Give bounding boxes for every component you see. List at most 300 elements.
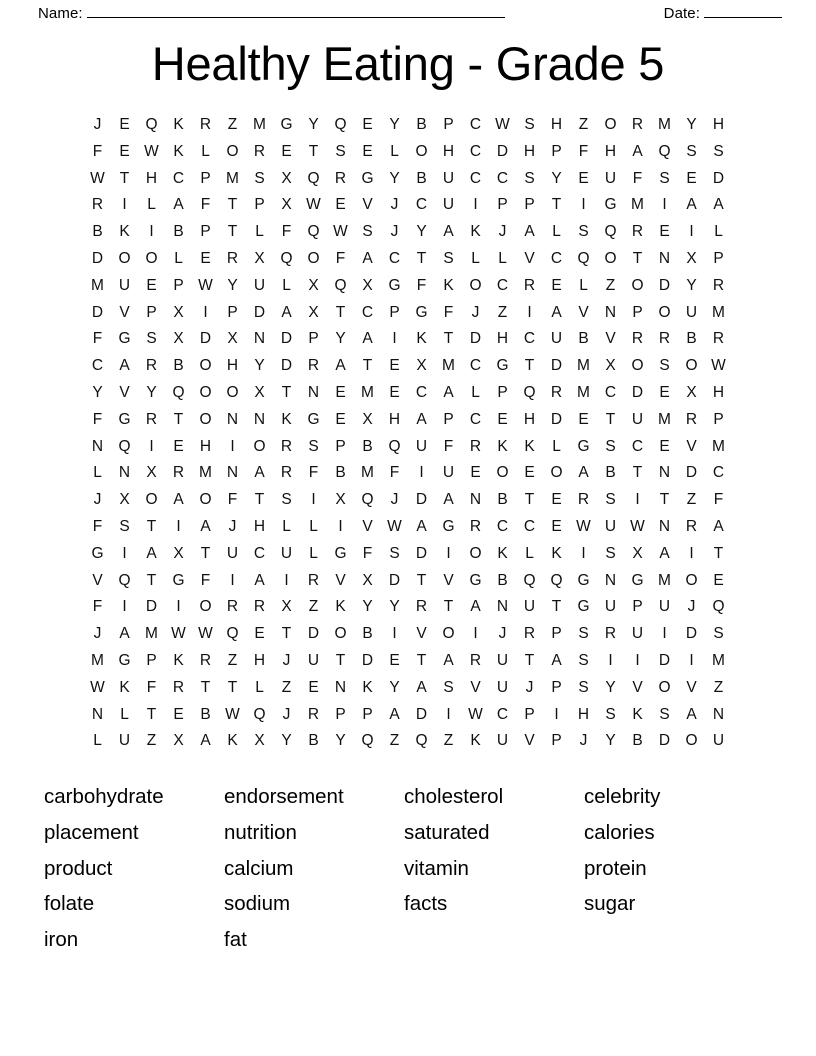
grid-letter[interactable]: I bbox=[176, 598, 181, 616]
grid-letter[interactable]: L bbox=[93, 464, 102, 482]
grid-letter[interactable]: W bbox=[468, 705, 483, 723]
grid-letter[interactable]: B bbox=[605, 464, 616, 482]
grid-letter[interactable]: Z bbox=[605, 276, 616, 294]
grid-letter[interactable]: H bbox=[496, 330, 509, 348]
grid-letter[interactable]: F bbox=[443, 437, 454, 455]
grid-letter[interactable]: E bbox=[335, 196, 346, 214]
grid-letter[interactable]: U bbox=[280, 544, 293, 562]
grid-letter[interactable]: A bbox=[443, 223, 454, 241]
grid-letter[interactable]: E bbox=[497, 410, 508, 428]
grid-letter[interactable]: U bbox=[226, 544, 239, 562]
grid-letter[interactable]: R bbox=[685, 410, 698, 428]
grid-letter[interactable]: Y bbox=[227, 276, 238, 294]
grid-letter[interactable]: Q bbox=[253, 705, 266, 723]
grid-letter[interactable]: P bbox=[632, 598, 643, 616]
grid-letter[interactable]: I bbox=[581, 196, 586, 214]
grid-letter[interactable]: S bbox=[605, 544, 616, 562]
grid-letter[interactable]: Y bbox=[362, 598, 373, 616]
grid-letter[interactable]: Z bbox=[308, 598, 319, 616]
grid-letter[interactable]: T bbox=[254, 491, 265, 509]
grid-letter[interactable]: K bbox=[281, 410, 292, 428]
grid-letter[interactable]: T bbox=[524, 651, 535, 669]
grid-letter[interactable]: O bbox=[199, 598, 212, 616]
grid-letter[interactable]: Q bbox=[712, 598, 725, 616]
grid-letter[interactable]: K bbox=[173, 116, 184, 133]
word-list-item[interactable]: protein bbox=[584, 856, 647, 880]
grid-letter[interactable]: T bbox=[227, 196, 238, 214]
grid-letter[interactable]: C bbox=[523, 330, 536, 348]
grid-letter[interactable]: I bbox=[689, 544, 694, 562]
grid-letter[interactable]: P bbox=[713, 410, 724, 428]
grid-letter[interactable]: I bbox=[608, 651, 613, 669]
grid-letter[interactable]: G bbox=[577, 437, 590, 455]
grid-letter[interactable]: O bbox=[658, 678, 671, 696]
grid-letter[interactable]: R bbox=[307, 705, 320, 723]
grid-letter[interactable]: A bbox=[119, 357, 130, 375]
grid-letter[interactable]: Z bbox=[443, 732, 454, 750]
grid-letter[interactable]: I bbox=[419, 464, 424, 482]
grid-letter[interactable]: M bbox=[253, 116, 266, 133]
grid-letter[interactable]: F bbox=[362, 544, 373, 562]
grid-letter[interactable]: M bbox=[658, 116, 671, 133]
grid-letter[interactable]: Q bbox=[523, 383, 536, 401]
grid-letter[interactable]: R bbox=[145, 410, 158, 428]
grid-letter[interactable]: I bbox=[122, 196, 127, 214]
grid-letter[interactable]: W bbox=[198, 625, 213, 643]
grid-letter[interactable]: L bbox=[255, 678, 264, 696]
grid-letter[interactable]: A bbox=[713, 196, 724, 214]
grid-letter[interactable]: X bbox=[281, 598, 292, 616]
grid-letter[interactable]: H bbox=[442, 142, 455, 160]
grid-letter[interactable]: O bbox=[442, 625, 455, 643]
grid-letter[interactable]: U bbox=[307, 651, 320, 669]
grid-letter[interactable]: O bbox=[226, 383, 239, 401]
grid-letter[interactable]: J bbox=[93, 625, 102, 643]
grid-letter[interactable]: A bbox=[146, 544, 157, 562]
grid-letter[interactable]: I bbox=[689, 651, 694, 669]
grid-letter[interactable]: C bbox=[496, 169, 509, 187]
grid-letter[interactable]: U bbox=[442, 169, 455, 187]
grid-letter[interactable]: G bbox=[469, 571, 482, 589]
grid-letter[interactable]: D bbox=[550, 357, 563, 375]
grid-letter[interactable]: S bbox=[605, 705, 616, 723]
grid-letter[interactable]: A bbox=[659, 544, 670, 562]
grid-letter[interactable]: V bbox=[686, 437, 697, 455]
grid-letter[interactable]: X bbox=[173, 544, 184, 562]
grid-letter[interactable]: C bbox=[415, 196, 428, 214]
grid-letter[interactable]: B bbox=[200, 705, 211, 723]
grid-letter[interactable]: S bbox=[146, 330, 157, 348]
word-list-item[interactable]: vitamin bbox=[404, 856, 469, 880]
grid-letter[interactable]: C bbox=[361, 303, 374, 321]
grid-letter[interactable]: S bbox=[254, 169, 265, 187]
grid-letter[interactable]: W bbox=[630, 517, 645, 535]
grid-letter[interactable]: A bbox=[443, 491, 454, 509]
grid-letter[interactable]: E bbox=[146, 276, 157, 294]
grid-letter[interactable]: S bbox=[605, 491, 616, 509]
grid-letter[interactable]: L bbox=[147, 196, 156, 214]
grid-letter[interactable]: W bbox=[306, 196, 321, 214]
grid-letter[interactable]: E bbox=[578, 169, 589, 187]
grid-letter[interactable]: O bbox=[226, 142, 239, 160]
grid-letter[interactable]: X bbox=[605, 357, 616, 375]
grid-letter[interactable]: Q bbox=[172, 383, 185, 401]
grid-letter[interactable]: C bbox=[496, 705, 509, 723]
grid-letter[interactable]: Y bbox=[605, 732, 616, 750]
grid-letter[interactable]: T bbox=[443, 598, 454, 616]
grid-letter[interactable]: G bbox=[577, 598, 590, 616]
grid-letter[interactable]: Y bbox=[335, 330, 346, 348]
grid-letter[interactable]: S bbox=[659, 357, 670, 375]
grid-letter[interactable]: X bbox=[281, 169, 292, 187]
grid-letter[interactable]: Z bbox=[713, 678, 724, 696]
grid-letter[interactable]: T bbox=[524, 357, 535, 375]
grid-letter[interactable]: G bbox=[361, 169, 374, 187]
grid-letter[interactable]: S bbox=[659, 169, 670, 187]
grid-letter[interactable]: R bbox=[280, 464, 293, 482]
grid-letter[interactable]: C bbox=[712, 464, 725, 482]
grid-letter[interactable]: A bbox=[254, 464, 265, 482]
grid-letter[interactable]: L bbox=[471, 249, 480, 267]
grid-letter[interactable]: D bbox=[388, 571, 401, 589]
grid-letter[interactable]: O bbox=[469, 544, 482, 562]
grid-letter[interactable]: O bbox=[631, 357, 644, 375]
grid-letter[interactable]: S bbox=[686, 142, 697, 160]
grid-letter[interactable]: F bbox=[281, 223, 292, 241]
grid-letter[interactable]: Z bbox=[497, 303, 508, 321]
grid-letter[interactable]: Z bbox=[146, 732, 157, 750]
grid-letter[interactable]: Y bbox=[686, 276, 697, 294]
grid-letter[interactable]: O bbox=[604, 249, 617, 267]
grid-letter[interactable]: B bbox=[497, 571, 508, 589]
grid-letter[interactable]: O bbox=[550, 464, 563, 482]
grid-letter[interactable]: H bbox=[523, 142, 536, 160]
grid-letter[interactable]: P bbox=[524, 705, 535, 723]
grid-letter[interactable]: T bbox=[605, 410, 616, 428]
grid-letter[interactable]: C bbox=[523, 517, 536, 535]
grid-letter[interactable]: G bbox=[91, 544, 104, 562]
grid-letter[interactable]: T bbox=[416, 651, 427, 669]
grid-letter[interactable]: A bbox=[470, 598, 481, 616]
grid-letter[interactable]: T bbox=[281, 625, 292, 643]
grid-letter[interactable]: U bbox=[496, 678, 509, 696]
grid-letter[interactable]: A bbox=[416, 517, 427, 535]
grid-letter[interactable]: P bbox=[227, 303, 238, 321]
grid-letter[interactable]: S bbox=[335, 142, 346, 160]
grid-letter[interactable]: D bbox=[91, 303, 104, 321]
grid-letter[interactable]: F bbox=[200, 196, 211, 214]
grid-letter[interactable]: N bbox=[91, 705, 104, 723]
grid-letter[interactable]: A bbox=[281, 303, 292, 321]
grid-letter[interactable]: F bbox=[146, 678, 157, 696]
grid-letter[interactable]: T bbox=[281, 383, 292, 401]
grid-letter[interactable]: B bbox=[578, 330, 589, 348]
grid-letter[interactable]: A bbox=[200, 732, 211, 750]
grid-letter[interactable]: S bbox=[443, 678, 454, 696]
grid-letter[interactable]: K bbox=[632, 705, 643, 723]
grid-letter[interactable]: D bbox=[685, 625, 698, 643]
grid-letter[interactable]: X bbox=[254, 383, 265, 401]
grid-letter[interactable]: P bbox=[497, 383, 508, 401]
grid-letter[interactable]: O bbox=[199, 491, 212, 509]
grid-letter[interactable]: T bbox=[713, 544, 724, 562]
grid-letter[interactable]: F bbox=[308, 464, 319, 482]
word-list-item[interactable]: carbohydrate bbox=[44, 785, 164, 808]
grid-letter[interactable]: E bbox=[551, 517, 562, 535]
grid-letter[interactable]: S bbox=[362, 223, 373, 241]
grid-letter[interactable]: M bbox=[577, 383, 590, 401]
grid-letter[interactable]: Y bbox=[308, 116, 319, 133]
grid-letter[interactable]: D bbox=[631, 383, 644, 401]
grid-letter[interactable]: J bbox=[687, 598, 696, 616]
grid-letter[interactable]: F bbox=[335, 249, 346, 267]
grid-letter[interactable]: S bbox=[578, 223, 589, 241]
grid-letter[interactable]: G bbox=[442, 517, 455, 535]
grid-letter[interactable]: V bbox=[470, 678, 481, 696]
grid-letter[interactable]: P bbox=[551, 142, 562, 160]
grid-letter[interactable]: K bbox=[551, 544, 562, 562]
grid-letter[interactable]: G bbox=[118, 410, 131, 428]
grid-letter[interactable]: Q bbox=[118, 571, 131, 589]
grid-letter[interactable]: V bbox=[686, 678, 697, 696]
grid-letter[interactable]: K bbox=[173, 651, 184, 669]
grid-letter[interactable]: V bbox=[362, 517, 373, 535]
grid-letter[interactable]: G bbox=[172, 571, 185, 589]
grid-letter[interactable]: R bbox=[307, 357, 320, 375]
grid-letter[interactable]: I bbox=[662, 196, 667, 214]
grid-letter[interactable]: I bbox=[527, 303, 532, 321]
grid-letter[interactable]: L bbox=[174, 249, 183, 267]
name-write-line[interactable] bbox=[87, 6, 505, 18]
grid-letter[interactable]: A bbox=[443, 383, 454, 401]
grid-letter[interactable]: B bbox=[308, 732, 319, 750]
word-list-item[interactable]: endorsement bbox=[224, 785, 344, 808]
grid-letter[interactable]: D bbox=[253, 303, 266, 321]
grid-letter[interactable]: I bbox=[635, 651, 640, 669]
grid-letter[interactable]: D bbox=[658, 651, 671, 669]
grid-letter[interactable]: I bbox=[662, 625, 667, 643]
word-list-item[interactable]: facts bbox=[404, 892, 448, 916]
grid-letter[interactable]: R bbox=[253, 142, 266, 160]
grid-letter[interactable]: O bbox=[496, 464, 509, 482]
grid-letter[interactable]: X bbox=[362, 571, 373, 589]
grid-letter[interactable]: B bbox=[92, 223, 103, 241]
grid-letter[interactable]: V bbox=[119, 303, 130, 321]
grid-letter[interactable]: R bbox=[469, 651, 482, 669]
grid-letter[interactable]: D bbox=[658, 276, 671, 294]
grid-letter[interactable]: H bbox=[253, 517, 266, 535]
grid-letter[interactable]: D bbox=[415, 705, 428, 723]
grid-letter[interactable]: H bbox=[712, 116, 725, 133]
grid-letter[interactable]: N bbox=[226, 464, 239, 482]
grid-letter[interactable]: R bbox=[334, 169, 347, 187]
grid-letter[interactable]: F bbox=[443, 303, 454, 321]
grid-letter[interactable]: T bbox=[227, 223, 238, 241]
grid-letter[interactable]: B bbox=[335, 464, 346, 482]
grid-letter[interactable]: Y bbox=[389, 116, 400, 133]
grid-letter[interactable]: T bbox=[416, 571, 427, 589]
grid-letter[interactable]: R bbox=[469, 437, 482, 455]
grid-letter[interactable]: F bbox=[92, 142, 103, 160]
grid-letter[interactable]: M bbox=[577, 357, 590, 375]
grid-letter[interactable]: P bbox=[308, 330, 319, 348]
grid-letter[interactable]: W bbox=[333, 223, 348, 241]
grid-letter[interactable]: O bbox=[145, 491, 158, 509]
grid-letter[interactable]: M bbox=[145, 625, 158, 643]
grid-letter[interactable]: T bbox=[659, 491, 670, 509]
grid-letter[interactable]: X bbox=[173, 303, 184, 321]
grid-letter[interactable]: F bbox=[92, 517, 103, 535]
grid-letter[interactable]: R bbox=[253, 598, 266, 616]
grid-letter[interactable]: J bbox=[93, 116, 102, 133]
grid-letter[interactable]: N bbox=[226, 410, 239, 428]
grid-letter[interactable]: X bbox=[362, 410, 373, 428]
grid-letter[interactable]: C bbox=[631, 437, 644, 455]
word-list-item[interactable]: cholesterol bbox=[404, 785, 504, 808]
grid-letter[interactable]: P bbox=[146, 651, 157, 669]
grid-letter[interactable]: X bbox=[146, 464, 157, 482]
grid-letter[interactable]: H bbox=[577, 705, 590, 723]
grid-letter[interactable]: C bbox=[469, 116, 482, 133]
grid-letter[interactable]: A bbox=[254, 571, 265, 589]
grid-letter[interactable]: X bbox=[254, 732, 265, 750]
grid-letter[interactable]: A bbox=[416, 678, 427, 696]
grid-letter[interactable]: R bbox=[604, 625, 617, 643]
grid-letter[interactable]: F bbox=[578, 142, 589, 160]
grid-letter[interactable]: H bbox=[523, 410, 536, 428]
grid-letter[interactable]: S bbox=[605, 437, 616, 455]
grid-letter[interactable]: T bbox=[308, 142, 319, 160]
word-list-item[interactable]: nutrition bbox=[224, 820, 297, 844]
grid-letter[interactable]: U bbox=[523, 598, 536, 616]
grid-letter[interactable]: Q bbox=[523, 571, 536, 589]
grid-letter[interactable]: C bbox=[469, 142, 482, 160]
grid-letter[interactable]: R bbox=[658, 330, 671, 348]
grid-letter[interactable]: U bbox=[415, 437, 428, 455]
grid-letter[interactable]: Q bbox=[415, 732, 428, 750]
grid-letter[interactable]: E bbox=[362, 116, 373, 133]
grid-letter[interactable]: K bbox=[119, 678, 130, 696]
grid-letter[interactable]: E bbox=[524, 464, 535, 482]
grid-letter[interactable]: U bbox=[118, 732, 131, 750]
grid-letter[interactable]: E bbox=[200, 249, 211, 267]
grid-letter[interactable]: N bbox=[658, 517, 671, 535]
grid-letter[interactable]: L bbox=[714, 223, 723, 241]
grid-letter[interactable]: O bbox=[604, 116, 617, 133]
word-list-item[interactable]: sugar bbox=[584, 892, 636, 916]
grid-letter[interactable]: P bbox=[335, 705, 346, 723]
word-search-grid[interactable] bbox=[84, 112, 732, 755]
grid-letter[interactable]: G bbox=[334, 544, 347, 562]
grid-letter[interactable]: H bbox=[388, 410, 401, 428]
grid-letter[interactable]: N bbox=[496, 598, 509, 616]
grid-letter[interactable]: R bbox=[91, 196, 104, 214]
grid-letter[interactable]: R bbox=[523, 276, 536, 294]
grid-letter[interactable]: M bbox=[712, 437, 725, 455]
grid-letter[interactable]: D bbox=[469, 330, 482, 348]
grid-letter[interactable]: T bbox=[335, 303, 346, 321]
grid-letter[interactable]: Q bbox=[361, 491, 374, 509]
grid-letter[interactable]: T bbox=[632, 464, 643, 482]
grid-letter[interactable]: F bbox=[92, 330, 103, 348]
grid-letter[interactable]: T bbox=[146, 517, 157, 535]
grid-letter[interactable]: E bbox=[119, 142, 130, 160]
grid-letter[interactable]: R bbox=[523, 625, 536, 643]
grid-letter[interactable]: C bbox=[469, 410, 482, 428]
grid-letter[interactable]: H bbox=[145, 169, 158, 187]
grid-letter[interactable]: S bbox=[524, 116, 535, 133]
grid-letter[interactable]: U bbox=[685, 303, 698, 321]
grid-letter[interactable]: X bbox=[632, 544, 643, 562]
grid-letter[interactable]: Q bbox=[388, 437, 401, 455]
grid-letter[interactable]: M bbox=[361, 383, 374, 401]
grid-letter[interactable]: G bbox=[604, 196, 617, 214]
grid-letter[interactable]: I bbox=[473, 196, 478, 214]
grid-letter[interactable]: M bbox=[226, 169, 239, 187]
grid-letter[interactable]: A bbox=[173, 196, 184, 214]
grid-letter[interactable]: E bbox=[686, 169, 697, 187]
grid-letter[interactable]: A bbox=[632, 142, 643, 160]
grid-letter[interactable]: U bbox=[658, 598, 671, 616]
grid-letter[interactable]: J bbox=[282, 705, 291, 723]
grid-letter[interactable]: H bbox=[550, 116, 563, 133]
grid-letter[interactable]: R bbox=[550, 383, 563, 401]
grid-letter[interactable]: T bbox=[146, 705, 157, 723]
grid-letter[interactable]: R bbox=[712, 330, 725, 348]
grid-letter[interactable]: J bbox=[498, 223, 507, 241]
grid-letter[interactable]: P bbox=[551, 625, 562, 643]
grid-letter[interactable]: K bbox=[443, 276, 454, 294]
grid-letter[interactable]: S bbox=[713, 142, 724, 160]
grid-letter[interactable]: L bbox=[390, 142, 399, 160]
grid-letter[interactable]: M bbox=[712, 651, 725, 669]
grid-letter[interactable]: N bbox=[469, 491, 482, 509]
grid-letter[interactable]: E bbox=[281, 142, 292, 160]
grid-letter[interactable]: S bbox=[578, 625, 589, 643]
grid-letter[interactable]: D bbox=[280, 330, 293, 348]
grid-letter[interactable]: P bbox=[200, 223, 211, 241]
grid-letter[interactable]: P bbox=[335, 437, 346, 455]
grid-letter[interactable]: E bbox=[389, 357, 400, 375]
grid-letter[interactable]: C bbox=[604, 383, 617, 401]
grid-letter[interactable]: C bbox=[469, 357, 482, 375]
grid-letter[interactable]: V bbox=[632, 678, 643, 696]
grid-letter[interactable]: W bbox=[576, 517, 591, 535]
grid-letter[interactable]: S bbox=[443, 249, 454, 267]
grid-letter[interactable]: F bbox=[632, 169, 643, 187]
grid-letter[interactable]: L bbox=[309, 517, 318, 535]
grid-letter[interactable]: Z bbox=[227, 116, 238, 133]
grid-letter[interactable]: A bbox=[686, 705, 697, 723]
grid-letter[interactable]: W bbox=[90, 678, 105, 696]
grid-letter[interactable]: Y bbox=[389, 598, 400, 616]
grid-letter[interactable]: D bbox=[550, 410, 563, 428]
grid-letter[interactable]: E bbox=[335, 410, 346, 428]
grid-letter[interactable]: V bbox=[605, 330, 616, 348]
grid-letter[interactable]: R bbox=[307, 571, 320, 589]
grid-letter[interactable]: Y bbox=[281, 732, 292, 750]
grid-letter[interactable]: A bbox=[173, 491, 184, 509]
grid-letter[interactable]: U bbox=[550, 330, 563, 348]
grid-letter[interactable]: C bbox=[172, 169, 185, 187]
grid-letter[interactable]: M bbox=[199, 464, 212, 482]
grid-letter[interactable]: X bbox=[254, 249, 265, 267]
grid-letter[interactable]: L bbox=[282, 276, 291, 294]
grid-letter[interactable]: G bbox=[307, 410, 320, 428]
word-list-item[interactable]: celebrity bbox=[584, 785, 661, 808]
grid-letter[interactable]: A bbox=[119, 625, 130, 643]
grid-letter[interactable]: I bbox=[392, 625, 397, 643]
